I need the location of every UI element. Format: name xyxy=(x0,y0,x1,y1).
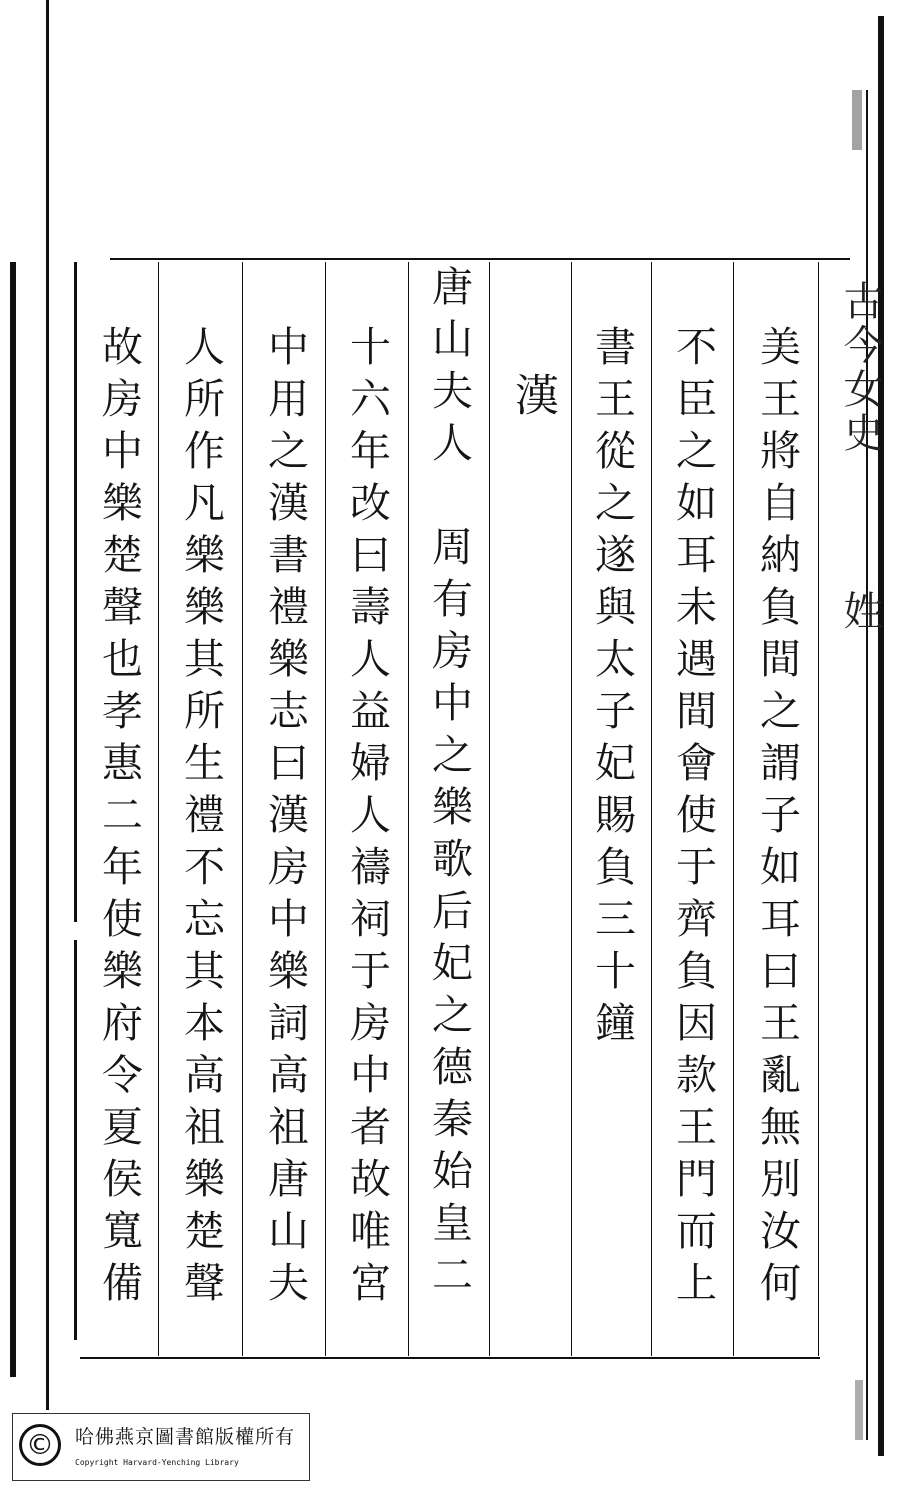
edge-subtitle: 姓 xyxy=(837,590,883,630)
text-column-3: 書王從之遂與太子妃賜負三十鐘 xyxy=(588,325,636,1053)
text-column-2: 不臣之如耳未遇間會使于齊負因款王門而上 xyxy=(669,325,717,1313)
copyright-chinese: 哈佛燕京圖書館版權所有 xyxy=(75,1426,296,1448)
column-divider xyxy=(408,262,409,1356)
scan-noise xyxy=(852,90,862,150)
scan-noise xyxy=(855,1380,863,1440)
column-divider xyxy=(651,262,652,1356)
text-column-1: 美王將自納負間之謂子如耳曰王亂無別汝何 xyxy=(753,325,801,1313)
column-divider xyxy=(489,262,490,1356)
copyright-stamp xyxy=(12,1413,310,1481)
column-divider xyxy=(818,262,819,1356)
inner-border-left-lower xyxy=(74,940,77,1340)
column-divider xyxy=(158,262,159,1356)
right-thick-border xyxy=(878,16,884,1456)
column-divider xyxy=(571,262,572,1356)
bottom-border xyxy=(80,1357,820,1359)
left-margin-line xyxy=(46,0,49,1410)
copyright-english: Copyright Harvard-Yenching Library xyxy=(75,1458,239,1467)
top-border xyxy=(110,258,850,260)
text-column-8: 人所作凡樂樂其所生禮不忘其本高祖樂楚聲 xyxy=(177,325,225,1313)
section-heading: 漢 xyxy=(507,372,558,427)
column-divider xyxy=(242,262,243,1356)
column-divider xyxy=(325,262,326,1356)
edge-title: 古今女史 xyxy=(837,280,883,456)
text-column-6: 十六年改曰壽人益婦人禱祠于房中者故唯宮 xyxy=(343,325,391,1313)
text-column-9: 故房中樂楚聲也孝惠二年使樂府令夏侯寬備 xyxy=(95,325,143,1313)
column-divider xyxy=(733,262,734,1356)
text-column-5: 唐山夫人 周有房中之樂歌后妃之德秦始皇二 xyxy=(425,265,473,1305)
inner-border-left xyxy=(74,262,77,922)
copyright-icon: © xyxy=(19,1424,61,1466)
left-thick-border xyxy=(10,262,16,1377)
text-column-7: 中用之漢書禮樂志曰漢房中樂詞高祖唐山夫 xyxy=(261,325,309,1313)
